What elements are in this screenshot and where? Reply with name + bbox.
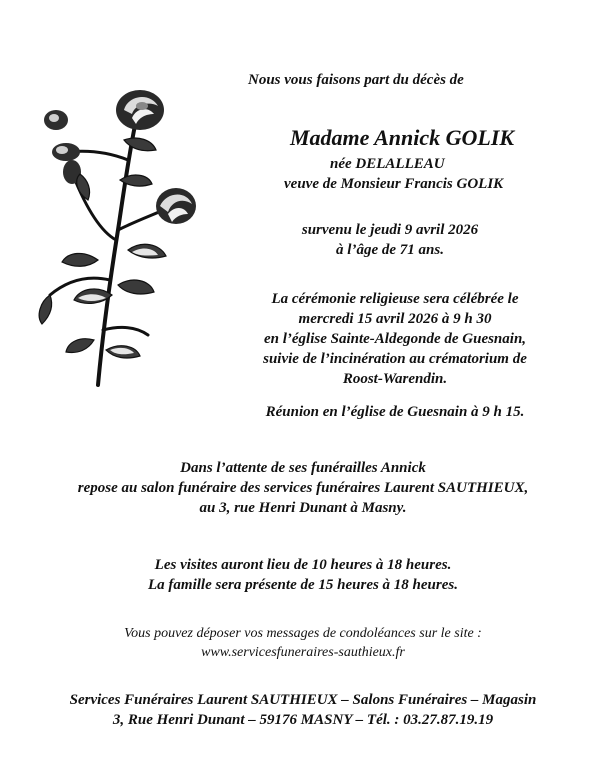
death-date-block <box>250 220 530 260</box>
ceremony-line: Roost-Warendin. <box>342 371 448 387</box>
rest-place-line: au 3, rue Henri Dunant à Masny. <box>199 500 407 516</box>
intro-line: Nous vous faisons part du décès de <box>248 72 464 88</box>
ceremony-line: La cérémonie religieuse sera célébrée le <box>271 291 519 307</box>
death-date-line: survenu le jeudi 9 avril 2026 <box>301 222 479 238</box>
ceremony-line: en l’église Sainte-Aldegonde de Guesnain, <box>263 331 527 347</box>
ceremony-block <box>230 289 560 389</box>
condolences-block <box>20 624 586 662</box>
ceremony-line: suivie de l’incinération au crématorium de <box>263 351 527 367</box>
widow-line: veuve de Monsieur Francis GOLIK <box>284 176 504 192</box>
visits-block <box>20 555 586 595</box>
condolences-website-link[interactable]: www.servicesfuneraires-sauthieux.fr <box>201 645 405 660</box>
age-line: à l’âge de 71 ans. <box>336 242 444 258</box>
rest-place-line: Dans l’attente de ses funérailles Annick <box>180 460 426 476</box>
rest-place-line: repose au salon funéraire des services funéraires Laurent SAUTHIEUX, <box>77 480 529 496</box>
family-presence-line: La famille sera présente de 15 heures à 18 heures. <box>148 577 458 593</box>
visits-line: Les visites auront lieu de 10 heures à 18 heures. <box>154 557 452 573</box>
footer-company-line: Services Funéraires Laurent SAUTHIEUX – Salons Funéraires – Magasin <box>69 692 537 708</box>
deceased-name: Madame Annick GOLIK <box>290 125 515 150</box>
rose-branch-icon <box>28 80 200 390</box>
rest-place-block <box>20 458 586 518</box>
maiden-name: née DELALLEAU <box>330 156 445 172</box>
footer-address-line: 3, Rue Henri Dunant – 59176 MASNY – Tél. : 03.27.87.19.19 <box>112 712 494 728</box>
ceremony-line: mercredi 15 avril 2026 à 9 h 30 <box>298 311 492 327</box>
condolences-text: Vous pouvez déposer vos messages de condoléances sur le site : <box>124 626 482 641</box>
meeting-line: Réunion en l’église de Guesnain à 9 h 15. <box>265 404 525 420</box>
footer-block <box>20 690 586 730</box>
